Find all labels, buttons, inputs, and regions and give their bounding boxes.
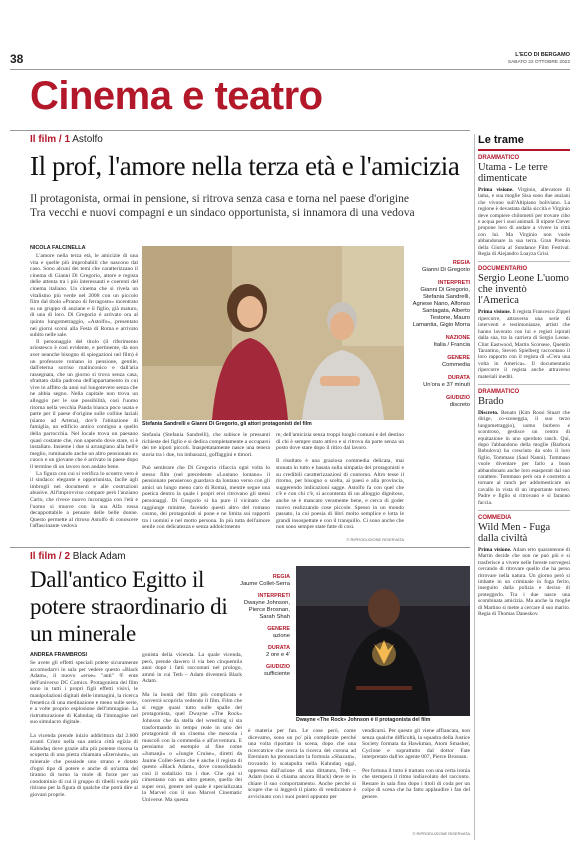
sidebar-item-text [478, 309, 570, 379]
article1-headline: Il prof, l'amore nella terza età e l'amicizia [30, 151, 460, 181]
article1-kicker [30, 134, 103, 145]
sidebar-item-body: Renato (Kim Rossi Stuart che dirige, co-sceneggia, il suo terzo lungometraggio), uomo burbero e scontroso, gestisce un centro di equitazione in uno sperduto ranch. Qui, dopo l'abbandono della moglie (Barbora Bobulova) ha cresciuto da solo il loro figlio, Tommaso (Saul Nanni). Tommaso vuole diventare per farlo a buon abbandonato anche loro esasperati dal suo carattere. Tommaso però ora è costretto a tornare al ranch per addomesticare un cavallo in vista di un importante torneo. Padre e figlio si ritrovano e si faranno faccia. [478, 409, 570, 506]
info-label: REGIA [452, 260, 470, 266]
article1-info-box [410, 260, 470, 409]
info-label: GIUDIZIO [266, 664, 290, 670]
info-label: GENERE [267, 626, 290, 632]
article1-column-3: re, dell'amicizia senza troppi luoghi comuni e del destino di chi è sempre stato attivo e si ritrova da parte senza un posto dove stare dopo il ritiro dal lavoro. Il risultato è una graziosa commedia delicata, mai stonata in tutto e basata sulla simpatia dei protagonisti e su credibili caratterizzazioni di contorno. Altro tesse il ritorno, per bisogno o scelta, ai paesi e alla provincia, suggerendo indicazioni sagge. Astolfo fa con quel che c'è e con chi c'è, si accontenta di un alloggio dignitoso, anche se è mancato veramente bene, e cerca di goder nuovo realizzando cose piccole. Spesso in un mondo passato, la cui poesia di libri molto semplice e lotta le grandi insospettate e con il tranquillo. Ci sono anche che non sono sempre state fatte di così. [276, 432, 404, 531]
info-value: sufficiente [264, 671, 290, 677]
article2-info-box [238, 574, 290, 678]
kicker-film-name: Astolfo [72, 134, 103, 145]
info-label: DURATA [268, 645, 290, 651]
sidebar-item-lead: Discreto. [478, 409, 499, 416]
article2-column-2: gonista della vicenda. La quale vicenda, però, prende dawero il via ben cinquemila anni dopo i fatti raccontati nel prologo, ammi in cui Teth – Adam diventerà Black Adam. Ma la bontà del film più complicata e converrà scoprirla vedendo il film. Film che si regge quasi tutto sulle spalle del protagonista, quel Dwayne «The Rock» Johnson che da stella del wrestling si sta trasformando in tempo reale in uno dei protagonisti di un cinema che mescola i muscoli con la commedia e all'avventura. E pensiamo ad esempio al fine come «Jumanji» o «Jungle Cruise», diretti da Jaume Collet-Serra che è anche il regista di questo «Black Adam», dove consolidando così il sodalizio tra i due. Che qui si cimentano con un altro genere, quello dei super eroi, genere nel quale è specializzata la Marvel con il suo Marvel Cinematic Universe. Ma questa [142, 652, 242, 804]
sidebar-item-title: Brado [478, 395, 504, 407]
article2-photo-caption: Dwayne «The Rock» Johnson è il protagonista del film [296, 717, 431, 723]
sidebar-item-text [478, 187, 570, 257]
photo-scene [142, 246, 404, 420]
sidebar-title: Le trame [478, 134, 570, 151]
info-label: GENERE [447, 355, 470, 361]
article2-column-4: vendicarsi. Per questo gli viene affiancata, non senza qualche difficoltà, la squadra della Justice Society formata da Hawkman, Atom Smasher, Cyclone e soprattutto dal dottor Fate interpretato dall'ex agente 007, Pierce Brosnan. Per fortuna il tutto è trattato con una certa ironia che stempera il ritmo indiavolato del racconto. Restare in sala fino dopo i titoli di coda per un colpo di scena che ha fatto applaudire i fan del genere. [362, 728, 470, 800]
info-value: Un'ora e 37 minuti [423, 382, 470, 388]
info-value: Italia / Francia [433, 342, 470, 348]
article1-paragraph: Il personaggio del titolo (il riferimento ariostesco è così evidente, e pertinente, da non aver neanche bisogno di spiegazioni nel film) è un professore romano in pensione, gentile, dall'eterna sorriso malinconico e dall'aria rassegnata, che un giorno si trova senza casa, sfrattato dalla padrona dell'appartamento in cui vive in affitto da anni sul lungotevere senza che ne abbia segno. Nella capitale non trova un alloggio per le sue possibilità, così l'uomo ritorna nella vecchia Panda bianca poco usata e parte per il paese d'origine sulle colline laziali (siamo ad Artena), dov'è l'abitazione di famiglia, un edificio antico contiguo a quello della parrocchia. Nel locale trova un paesano quasi costante che, non sapendo dove stare, si è installato. Insieme i due si arrangiano alla bell'e meglio, ruminando anche un altro pensionato ex cuoco e un giovane che è arrivato in paese dopo il termine di un lavoro non andato bene. [30, 338, 138, 470]
article1-photo [142, 246, 404, 420]
info-value: azione [272, 633, 290, 639]
sidebar-item-lead: Prima visione. [478, 309, 511, 316]
article1-paragraph: L'amore nella terza età, le amicizie di una vita e quelle più improbabili che nascono dal caso. Sono alcuni dei temi che caratterizzano il cinema di Gianni Di Gregorio, attore e regista delle attenta tra i più interessanti e coerenti del cinema italiano. Un cinema che si rivela un vitalismo più verde nel 2008 con un piccolo film dal titolo «Pranzo di ferragosto» incentrato su un gruppo di anziane e il figlio, già maturo, di una di loro. Di Gregorio è arrivato ora al quinto lungometraggio, «Astolfo», presentato nei giorni scorsi alla Festa di Roma e arrivato subito nelle sale. [30, 253, 138, 339]
article2-headline: Dall'antico Egitto il potere straordinario di un minerale [30, 567, 228, 646]
sidebar-item-text [478, 547, 570, 617]
kicker-section: Il film / 2 [30, 551, 71, 562]
sidebar-item-body: Virginio, allevatore di lama, e sua moglie Sisa sono due anziani che vivono sull'Altipiano boliviano. La regione è devastata dalla siccità e Virginio deve compiere chilometri per trovare cibo e acqua per i suoi animali. Il nipote Clever propone loro di andare a vivere in città con lui. Ma Virginio non vuole abbandonare la sua terra. Gran Premio della Giuria al Sundance Film Festival. Regia di Alejandro Loayza Grisi. [478, 187, 570, 258]
page-number: 38 [10, 52, 24, 66]
info-label: DURATA [448, 375, 470, 381]
article2-column-3: è materia per fan. Le cose però, come dicevamo, sono un po' più complicate perché una volta riportato in scena, dopo che una ricercatrice che cerca la ricerca del corona ad Eternium ha pronunciato la formula «Shazam», trovando lo scatapulta nella Kahndaq oggi, oppressa dall'azione di una dittatura, Teth – Adam (non si chiama ancora Black) deve re in chiare il suo comportamento. Anche perché si scopre che si leggerà il piatto di vendicatore è avvicinato con i suoi poteri appunto per [248, 728, 356, 800]
sidebar-item-title: Sergio Leone L'uomo che inventò l'America [478, 273, 569, 307]
article2-byline: ANDREA FRAMBROSI [30, 652, 87, 658]
sidebar-item-body: Il regista Francesco Zippel ripercorre, attraverso una serie di interventi e testimonianze, artisti che hanno lavorato con lui e registi ispirati dalla sua, tra la carriera di Sergio Leone. Clint Eastwood, Martin Scorsese, Quentin Tarantino, Steven Spielberg raccontano il loro rapporto con il regista di «C'era una volta in America». Il documentario ripercorre il regista anche attraverso materiali inediti. [478, 309, 570, 380]
article1-subhead-2: Tra vecchi e nuovi compagni e un sindaco opportunista, si innamora di una vedova [30, 206, 415, 219]
article1-paragraph: La figura con cui si verifica lo scontro vero è il sindaco: elegante e opportunista, facile agli imbrogli nei documenti e alle costruzioni abusive. All'improvviso compare però l'anziano Carlo, che rivece nuovo incoraggia con l'età e l'uomo si muove con la sua Alfa rossa decappottabile a pensare delle belle donne. Questo permette al ritroso Astolfo di conoscere l'affascinante vedova [30, 470, 138, 530]
article-divider [10, 547, 470, 548]
info-value: Jaume Collet-Serra [240, 581, 290, 587]
info-value: discreto [449, 402, 470, 408]
info-value: Dwayne Johnson, Pierce Brosnan, Sarah Shah [243, 600, 290, 620]
article1-photo-caption: Stefania Sandrelli e Gianni Di Gregorio, gli attori protagonisti del film [142, 421, 312, 427]
sidebar-item [478, 389, 570, 506]
section-rule [10, 130, 470, 131]
masthead: L'ECO DI BERGAMO [515, 52, 570, 58]
kicker-film-name: Black Adam [72, 551, 126, 562]
article1-byline: NICOLA FALCINELLA [30, 245, 86, 251]
info-value: 2 ore e 4' [266, 652, 290, 658]
info-label: REGIA [272, 574, 290, 580]
issue-date: SABATO 22 OTTOBRE 2022 [507, 60, 570, 65]
header-rule [10, 69, 570, 70]
article1-subhead-1: Il protagonista, ormai in pensione, si ritrova senza casa e torna nel paese d'origine [30, 192, 410, 205]
sidebar-item-body: Adam erto quarantenne di Martin decide che non ne può più e si trasferisce a vivere nelle foreste norvegesi cercando di ritrovare quello che ha perso ritrovare nella natura. Un giorno però si imbatte in un criminale in fuga ferito, inseguito dalla polizia e deciso di proteggerlo. Tra i due nasce una scombinata amicizia. Ma anche la moglie di Martino si mette a cercare il suo marito. Regia di Thomas Daneskov. [478, 547, 570, 618]
sidebar-item [478, 155, 570, 257]
article2-kicker [30, 551, 126, 562]
info-label: INTERPRETI [257, 593, 290, 599]
article2-photo [296, 566, 470, 716]
sidebar-item-category: DRAMMATICO [478, 388, 520, 395]
info-value: Gianni Di Gregorio, Stefania Sandrelli, Agnese Nano, Alfonso Santagata, Alberto Testone, Mauro Lamantia, Gigio Morra [412, 287, 470, 328]
sidebar-item-category: DOCUMENTARIO [478, 266, 528, 273]
photo-scene [296, 566, 470, 716]
article1-credit: © RIPRODUZIONE RISERVATA [346, 537, 404, 542]
info-value: Gianni Di Gregorio [421, 267, 470, 273]
article1-column-1 [30, 253, 138, 541]
info-label: GIUDIZIO [446, 395, 470, 401]
sidebar-item [478, 515, 570, 617]
info-label: NAZIONE [445, 335, 470, 341]
article1-column-2: Stefania (Stefania Sandrelli), che subisce le pressanti richieste del figlio e si dedica completamente a occuparsi dei tre nipoti piccoli. Inaspettatamente nasce una tenera storia tra i due, tra imbarazzi, goffaggini e timori. Può sembrare che Di Gregorio rifaccia ogni volta lo stesso film (nel precedente «Lontano lontano» il pensionato pensieroso guardava da lontano verso con gli amici un lungo meno caro di Roma), mentre segue una poetica dentro la quale i propri eroi ritrovano gli stessi personaggi. Di Gregorio si ha pure il vicinato che raggiunge minime, facendo questi altro del romano cosmo, dei protagonisti si pone e ne limita sui rapporti tra i uomini e nel motto persona. In più tutta dell'amore senile con delicatezza e senza addolcimento [142, 432, 270, 531]
article2-credit: © RIPRODUZIONE RISERVATA [412, 831, 470, 836]
sidebar-item-title: Utama - Le terre dimenticate [478, 162, 548, 184]
article2-column-1: Se avete gli effetti speciali potete sicuramente accomodarvi in sala per vedere questo «Black Adam», il nuovo «eroe» "anti" ® ente dell'universo DC Comics. Protagonista del film sono in tutti i propri figli effetti visivi, le manipolazioni digitali delle immagini, la ricerca frenetica di una meditazione e meno sulle serie, e a volte proprio esplosione dell'immagine. La ristrutturazione di Kahndaq dà l'immagine nel suo simulacro digitale. La vicenda prende inizio addirittura dal 2.600 avanti Cristo nella sua antica città egizia di Kahndaq dove grazie alla più potente risorsa la scoperta di una pietra chiamata «Eternium», un minerale che possiede uno strano e dotato d'ogni tipo di potere e anche di un'arma del tiranno di turno la mole di forze per un condominio di cui il gruppo di ribelli vuole più ritirano per la figura di qualche che potrà dire ai giovani proprie. [30, 660, 138, 798]
sidebar-item [478, 266, 570, 379]
sidebar-item-lead: Prima visione. [478, 187, 514, 193]
sidebar-item-lead: Prima visione. [478, 547, 512, 554]
sidebar-item-category: COMMEDIA [478, 515, 512, 522]
sidebar-item-category: DRAMMATICO [478, 155, 520, 161]
info-label: INTERPRETI [437, 280, 470, 286]
sidebar-item-title: Wild Men - Fuga dalla civiltà [478, 522, 551, 545]
sidebar [478, 134, 570, 618]
kicker-section: Il film / 1 [30, 134, 71, 145]
sidebar-item-text [478, 410, 570, 506]
sidebar-divider [474, 134, 475, 840]
info-value: Commedia [441, 362, 470, 368]
section-title: Cinema e teatro [30, 74, 323, 118]
